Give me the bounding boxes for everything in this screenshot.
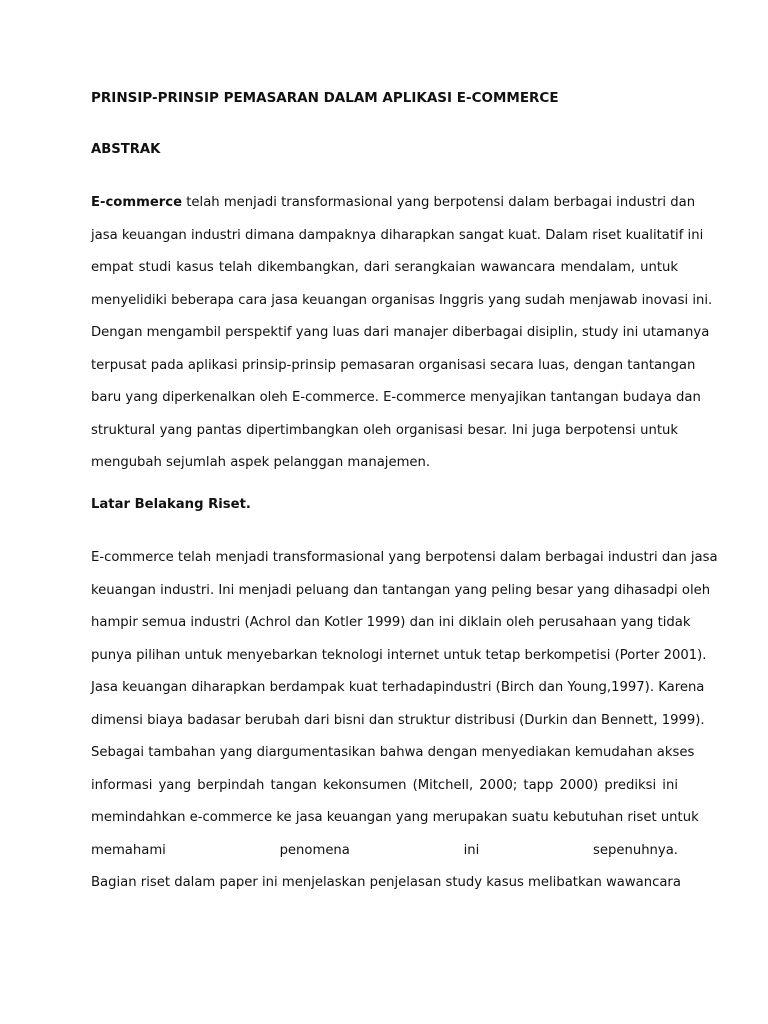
abstract-heading: ABSTRAK: [91, 142, 161, 157]
background-paragraph: [91, 542, 718, 900]
background-line: keuangan industri. Ini menjadi peluang dan tantangan yang peling besar yang dihasadpi oleh: [91, 582, 711, 598]
abstract-line: mengubah sejumlah aspek pelanggan manajemen.: [91, 455, 431, 470]
background-line: punya pilihan untuk menyebarkan teknologi internet untuk tetap berkompetisi (Porter 2001).: [91, 647, 707, 663]
abstract-line: empat studi kasus telah dikembangkan, dari serangkaian wawancara mendalam, untuk: [91, 260, 678, 275]
abstract-line: jasa keuangan industri dimana dampaknya diharapkan sangat kuat. Dalam riset kualitatif ini: [91, 227, 704, 243]
background-line: E-commerce telah menjadi transformasional yang berpotensi dalam berbagai industri dan jasa: [91, 550, 718, 565]
abstract-lead-term: E-commerce: [91, 195, 183, 210]
background-line: hampir semua industri (Achrol dan Kotler 1999) dan ini diklain oleh perusahaan yang tidak: [91, 615, 691, 630]
abstract-line: terpusat pada aplikasi prinsip-prinsip pemasaran organisasi secara luas, dengan tantangan: [91, 357, 696, 373]
abstract-line: struktural yang pantas dipertimbangkan oleh organisasi besar. Ini juga berpotensi untuk: [91, 422, 678, 438]
background-line: informasi yang berpindah tangan kekonsumen (Mitchell, 2000; tapp 2000) prediksi ini: [91, 777, 678, 793]
background-line: Bagian riset dalam paper ini menjelaskan penjelasan study kasus melibatkan wawancara: [91, 875, 681, 890]
abstract-line: Dengan mengambil perspektif yang luas dari manajer diberbagai disiplin, study ini utamanya: [91, 325, 710, 340]
background-line: memindahkan e-commerce ke jasa keuangan yang merupakan suatu kebutuhan riset untuk: [91, 810, 699, 825]
background-line: Sebagai tambahan yang diargumentasikan bahwa dengan menyediakan kemudahan akses: [91, 745, 695, 760]
abstract-paragraph: [91, 187, 713, 480]
abstract-line-text: telah menjadi transformasional yang berpotensi dalam berbagai industri dan: [182, 195, 696, 210]
abstract-line: [91, 187, 696, 220]
background-line: Jasa keuangan diharapkan berdampak kuat terhadapindustri (Birch dan Young,1997). Karena: [91, 680, 705, 695]
background-heading: Latar Belakang Riset.: [91, 497, 251, 512]
abstract-line: menyelidiki beberapa cara jasa keuangan organisas Inggris yang sudah menjawab inovasi ini.: [91, 292, 713, 308]
background-line: dimensi biaya badasar berubah dari bisni dan struktur distribusi (Durkin dan Bennett, 1999).: [91, 712, 705, 728]
document-title: PRINSIP-PRINSIP PEMASARAN DALAM APLIKASI E-COMMERCE: [91, 90, 559, 106]
abstract-line: baru yang diperkenalkan oleh E-commerce. E-commerce menyajikan tantangan budaya dan: [91, 390, 701, 405]
background-line: memahami penomena ini sepenuhnya.: [91, 842, 678, 858]
